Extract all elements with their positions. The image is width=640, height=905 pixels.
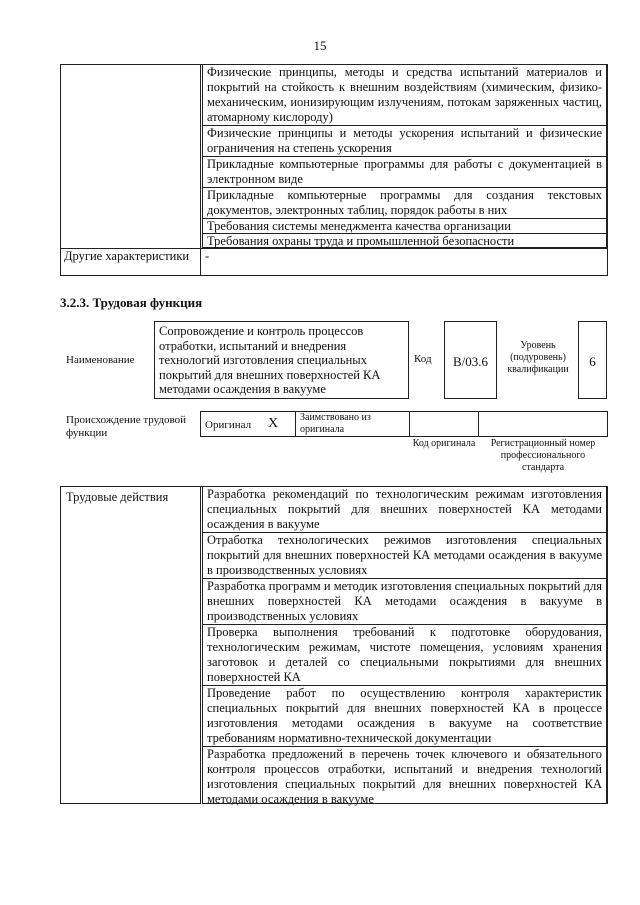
name-label: Наименование (66, 354, 135, 366)
reg-number-label: Регистрационный номер профессионального стандарта (490, 438, 596, 473)
other-characteristics-label: Другие характеристики (64, 249, 190, 263)
qualification-level-label: Уровень (подуровень) квалификации (507, 340, 569, 375)
borrowed-label: Заимствовано из оригинала (300, 412, 371, 435)
code-original-label: Код оригинала (412, 438, 476, 449)
action-item: Проведение работ по осуществлению контроля характеристик специальных покрытий для внешних поверхностей КА в процессе изготовления методами осаждения в вакууме на соответствие требованиям нормативно-технической документации (202, 685, 607, 746)
knowledge-item: Физические принципы, методы и средства испытаний материалов и покрытий на стойкость к внешним воздействиям (химическим, физико-механическим, ионизирующим излучениям, потокам заряженных частиц, атомарному кислороду) (202, 64, 607, 125)
actions-label: Трудовые действия (66, 490, 169, 504)
knowledge-item: Прикладные компьютерные программы для работы с документацией в электронном виде (202, 156, 607, 187)
original-mark: X (268, 416, 279, 431)
action-item: Отработка технологических режимов изготовления специальных покрытий для внешних поверхностей КА методами осаждения в вакууме в производственных условиях (202, 532, 607, 578)
action-item: Разработка предложений в перечень точек ключевого и обязательного контроля процессов отработки, испытаний и внедрения технологий изготовления специальных покрытий для внешних поверхностей КА методами осаждения в вакууме (202, 746, 607, 804)
knowledge-item: Требования охраны труда и промышленной безопасности (202, 233, 607, 248)
knowledge-item: Физические принципы и методы ускорения испытаний и физические ограничения на степень ускорения (202, 125, 607, 156)
code-label: Код (414, 353, 432, 365)
knowledge-item: Требования системы менеджмента качества организации (202, 218, 607, 233)
page-number: 15 (313, 38, 327, 53)
action-item: Разработка программ и методик изготовления специальных покрытий для внешних поверхностей КА методами осаждения в вакууме в производственных условиях (202, 578, 607, 624)
origin-label: Происхождение трудовой функции (66, 414, 187, 439)
action-item: Проверка выполнения требований к подготовке оборудования, технологическим режимам, чистоте помещения, условиям хранения заготовок и деталей со специальными покрытиями для внешних поверхностей КА (202, 624, 607, 685)
knowledge-item: Прикладные компьютерные программы для создания текстовых документов, электронных таблиц, порядок работы в них (202, 187, 607, 218)
function-code: B/03.6 (444, 321, 497, 399)
qualification-level-value: 6 (578, 321, 607, 399)
function-name: Сопровождение и контроль процессов отработки, испытаний и внедрения технологий изготовления специальных покрытий для внешних поверхностей КА методами осаждения в вакууме (154, 321, 409, 399)
other-characteristics-value: - (205, 249, 210, 263)
original-label: Оригинал (205, 419, 252, 431)
action-item: Разработка рекомендаций по технологическим режимам изготовления специальных покрытий для внешних поверхностей КА методами осаждения в вакууме (202, 486, 607, 532)
section-heading: 3.2.3. Трудовая функция (60, 295, 203, 310)
